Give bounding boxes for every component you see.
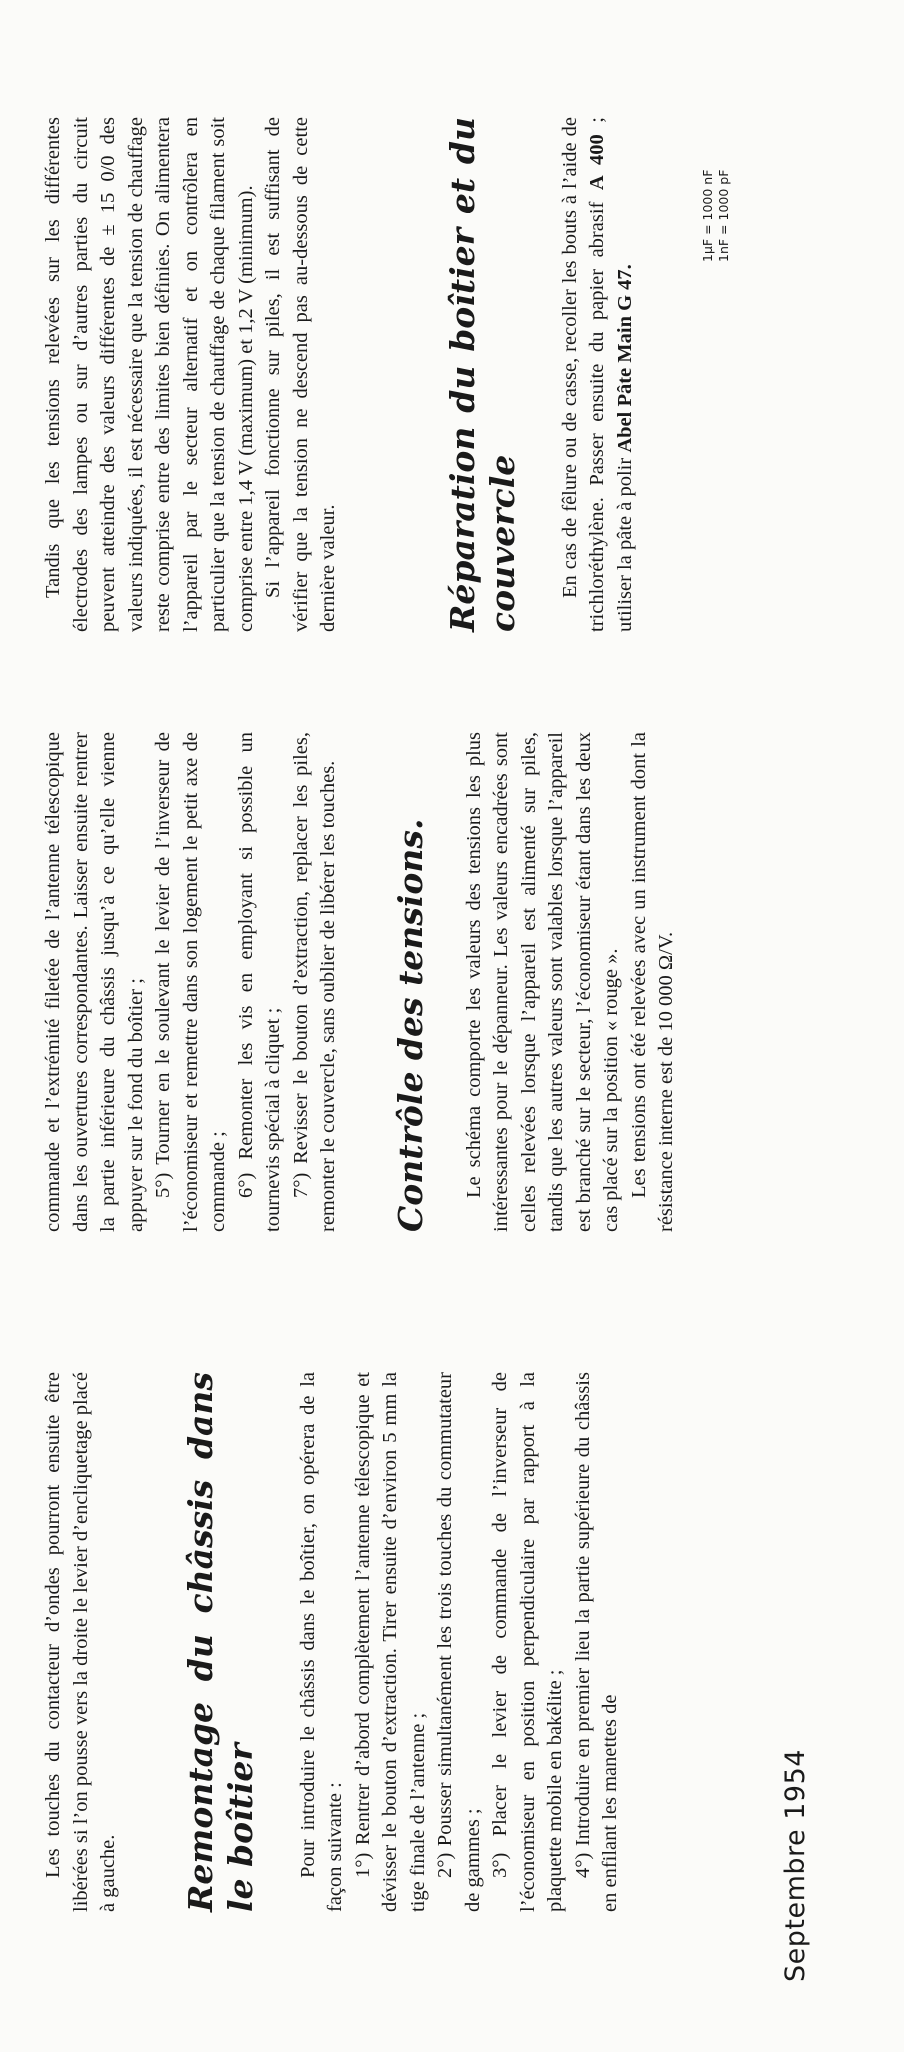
paragraph-commande: commande et l’extrémité filetée de l’antenne télescopique dans les ouvertures correspondantes. Laisser ensuite rentrer la partie inférieure du châssis jusqu’à ce qu’elle vienne appuyer sur le fond du boîtier ;: [42, 732, 147, 1232]
column-1: [40, 1372, 625, 1912]
step-3: 3°) Placer le levier de commande de l’inverseur de l’économiseur en position perpendiculaire par rapport à la plaquette mobile en bakélite ;: [489, 1372, 566, 1912]
column-2: [40, 732, 681, 1232]
step-2: 2°) Pousser simultanément les trois touches du commutateur de gammes ;: [434, 1372, 484, 1912]
step-6: 6°) Remonter les vis en employant si possible un tournevis spécial à cliquet ;: [234, 732, 284, 1232]
text-reparation-c: ; utiliser la pâte à polir: [586, 117, 636, 632]
units-line-1: 1µF = 1000 nF: [700, 169, 715, 262]
paragraph-introduire: Pour introduire le châssis dans le boîtier, on opérera de la façon suivante :: [296, 1372, 346, 1912]
column-3: [40, 117, 639, 632]
step-4: 4°) Introduire en premier lieu la partie supérieure du châssis en enfilant les manettes de: [571, 1372, 621, 1912]
units-line-2: 1nF = 1000 pF: [716, 169, 731, 262]
text-abrasif: A 400: [586, 134, 608, 191]
text-reparation-a: En cas de fêlure ou de casse, recoller les bouts à l’aide de trichloréthylène. Passer ensuite du papier abrasif: [558, 117, 608, 632]
paragraph-schema: Le schéma comporte les valeurs des tensions les plus intéressantes pour le dépanneur. Les valeurs encadrées sont celles relevées lorsque l’appareil est alimenté sur piles, tandis que les autres valeurs sont valables lorsque l’appareil est branché sur le secteur, l’économiseur étant dans les deux cas placé sur la position « rouge ».: [462, 732, 622, 1232]
heading-controle: Contrôle des tensions.: [390, 818, 430, 1232]
text-pate: Abel Pâte Main G 47.: [613, 264, 636, 453]
paragraph-piles: Si l’appareil fonctionne sur piles, il est suffisant de vérifier que la tension ne descend pas au-dessous de cette dernière valeur.: [262, 117, 339, 632]
paragraph-instrument: Les tensions ont été relevées avec un instrument dont la résistance interne est de 10 000 Ω/V.: [627, 732, 677, 1232]
paragraph-touches: Les touches du contacteur d’ondes pourront ensuite être libérées si l’on pousse vers la droite le levier d’encliquetage placé à gauche.: [42, 1372, 119, 1912]
step-5: 5°) Tourner en le soulevant le levier de l’inverseur de l’économiseur et remettre dans son logement le petit axe de commande ;: [152, 732, 229, 1232]
units-note: [700, 170, 732, 262]
step-1: 1°) Rentrer d’abord complètement l’antenne télescopique et dévisser le bouton d’extraction. Tirer ensuite d’environ 5 mm la tige finale de l’antenne ;: [351, 1372, 429, 1912]
heading-remontage: Remontage du châssis dans le boîtier: [180, 1372, 260, 1912]
heading-reparation: Réparation du boîtier et du couvercle: [442, 117, 522, 632]
step-7: 7°) Revisser le bouton d’extraction, replacer les piles, remonter le couvercle, sans oublier de libérer les touches.: [289, 732, 339, 1232]
paragraph-reparation: [557, 117, 640, 632]
paragraph-tandis: Tandis que les tensions relevées sur les différentes électrodes des lampes ou sur d’autres parties du circuit peuvent atteindre des valeurs différentes de ± 15 0/0 des valeurs indiquées, il est nécessaire que la tension de chauffage reste comprise entre des limites bien définies. On alimentera l’appareil par le secteur alternatif et on contrôlera en particulier que la tension de chauffage de chaque filament soit comprise entre 1,4 V (maximum) et 1,2 V (minimum).: [42, 117, 257, 632]
footer-date: Septembre 1954: [780, 1749, 811, 1982]
